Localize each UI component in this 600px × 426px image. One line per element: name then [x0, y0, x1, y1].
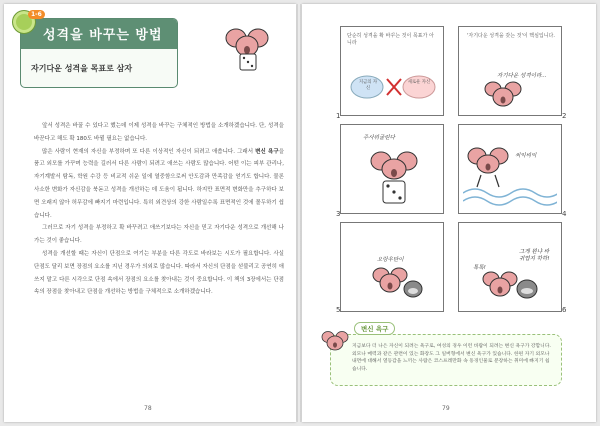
circle-label-current: 지금의 자신	[358, 80, 378, 91]
comic-panel-1	[340, 26, 444, 116]
comic-panel-5	[340, 222, 444, 312]
panel-1-text: 단순히 성격을 확 바꾸는 것이 목표가 아니라	[347, 33, 434, 46]
page-number-left: 78	[144, 405, 152, 412]
koala-and-raccoon-icon	[371, 267, 425, 307]
section-header	[20, 18, 178, 88]
paragraph-text: 을 품고 외모를 가꾸며 능력을 길러서 다른 사람이 되려고 애쓰는 사람도 많습니다. 어떤 이는 피부 관리나, 자기계발서 탐독, 학원 수강 등 비교적 쉬운 일에 열중함으로써 안도감과 만족감을 얻기도 합니다. 물론 사소한 변화가 자신감을 북돋고 성격을 개선하는 데 도움이 됩니다. 하지만 표면적 변화만을 추구하다 보면 오래지 않아 허무감에 빠지기 마련입니다. 특히 외견상의 강한 사람일수록 표면적인 것에 몰두하기 쉽습니다.	[34, 148, 285, 219]
body-text	[34, 120, 284, 299]
koala-thinking-icon	[483, 81, 523, 113]
panel-3-sfx: 주사위굴린다	[363, 135, 395, 141]
panel-number-5: 5	[336, 306, 341, 314]
section-number-badge: 1-6	[28, 10, 45, 19]
section-header-bar	[21, 19, 177, 49]
panel-2-sfx: 자기다운 성격이라…	[497, 73, 547, 79]
koala-walking-icon	[465, 147, 511, 189]
section-title: 성격을 바꾸는 방법	[43, 28, 163, 43]
comic-panel-2	[458, 26, 562, 116]
paragraph-text: 많은 사람이 현재의 자신을 부정하며 또 다른 이상적인 자신이 되려고 애씁니다. 그래서	[42, 148, 254, 155]
comic-panel-3	[340, 124, 444, 214]
glossary-label: 변신 욕구	[354, 322, 395, 335]
book-spine	[297, 4, 301, 422]
panel-4-sfx: 씨익씨익	[515, 153, 537, 159]
paragraph: 그러므로 자기 성격을 부정하고 확 바꾸려고 애쓰기보다는 자신을 믿고 자기다운 성격으로 개선해 나가는 것이 좋습니다.	[34, 225, 284, 245]
section-subtitle: 자기다운 성격을 목표로 삼자	[31, 64, 133, 73]
paragraph: 성격을 개선할 때는 자신이 단점으로 여기는 부분을 다른 각도로 바라보는 시도가 필요합니다. 사실 단점도 달리 보면 장점의 요소를 지닌 경우가 의외로 많습니다. 따라서 자신의 단점을 섣불리고 공연히 애쓰지 말고 다른 시각으로 단점 속에서 장점의 요소를 찾아내는 것이 중요합니다. 이 책의 3장에서는 단점 속의 장점을 찾아내고 단점을 개선하는 방법을 구체적으로 소개하겠습니다.	[34, 250, 284, 296]
paragraph	[34, 146, 284, 223]
panel-6-sfx-1: 톡톡!	[473, 265, 486, 271]
page-number-right: 79	[442, 405, 450, 412]
panel-number-6: 6	[562, 306, 567, 314]
panel-number-1: 1	[336, 112, 341, 120]
comic-panel-6	[458, 222, 562, 312]
comic-panel-4	[458, 124, 562, 214]
panel-number-2: 2	[562, 112, 567, 120]
left-page	[4, 4, 296, 422]
panel-number-3: 3	[336, 210, 341, 218]
panel-5-sfx: 오랑우탄이	[377, 257, 404, 263]
panel-number-4: 4	[562, 210, 567, 218]
paragraph: 앞서 성격은 바꿀 수 있다고 했는데 이제 성격을 바꾸는 구체적인 방법을 소개하겠습니다. 단, 성격을 바꾼다고 해도 확 180도 바뀔 필요는 없습니다.	[34, 123, 284, 142]
circle-label-new: 새로운 자신	[407, 80, 431, 85]
koala-and-raccoon-icon	[481, 271, 541, 309]
glossary-text: 지금보다 더 나은 자신이 되려는 욕구로, 여성의 경우 이런 바람이 되려는 변신 욕구가 강합니다. 외모나 매력과 같은 관련이 있는 화장도 그 일버형에서 변신 욕구가 있습니다. 한편 자기 외모나 내면에 대해서 열등감을 느끼는 사람은 코스프레만화 속 동경인물로 분장하는 취미에 빠지기 쉽습니다.	[352, 344, 551, 372]
water-wave-icon	[463, 185, 557, 209]
panel-6-sfx-2: 그게 뭔냐 싸 귀엽지 하하!	[519, 249, 550, 262]
koala-mascot-icon	[222, 26, 272, 72]
bold-term: 변신 욕구	[255, 148, 279, 155]
koala-small-icon	[320, 330, 350, 356]
panel-2-text: '자기다운 성격을 갖는 것'이 핵심입니다.	[467, 33, 555, 39]
koala-with-dice-icon	[369, 151, 419, 207]
